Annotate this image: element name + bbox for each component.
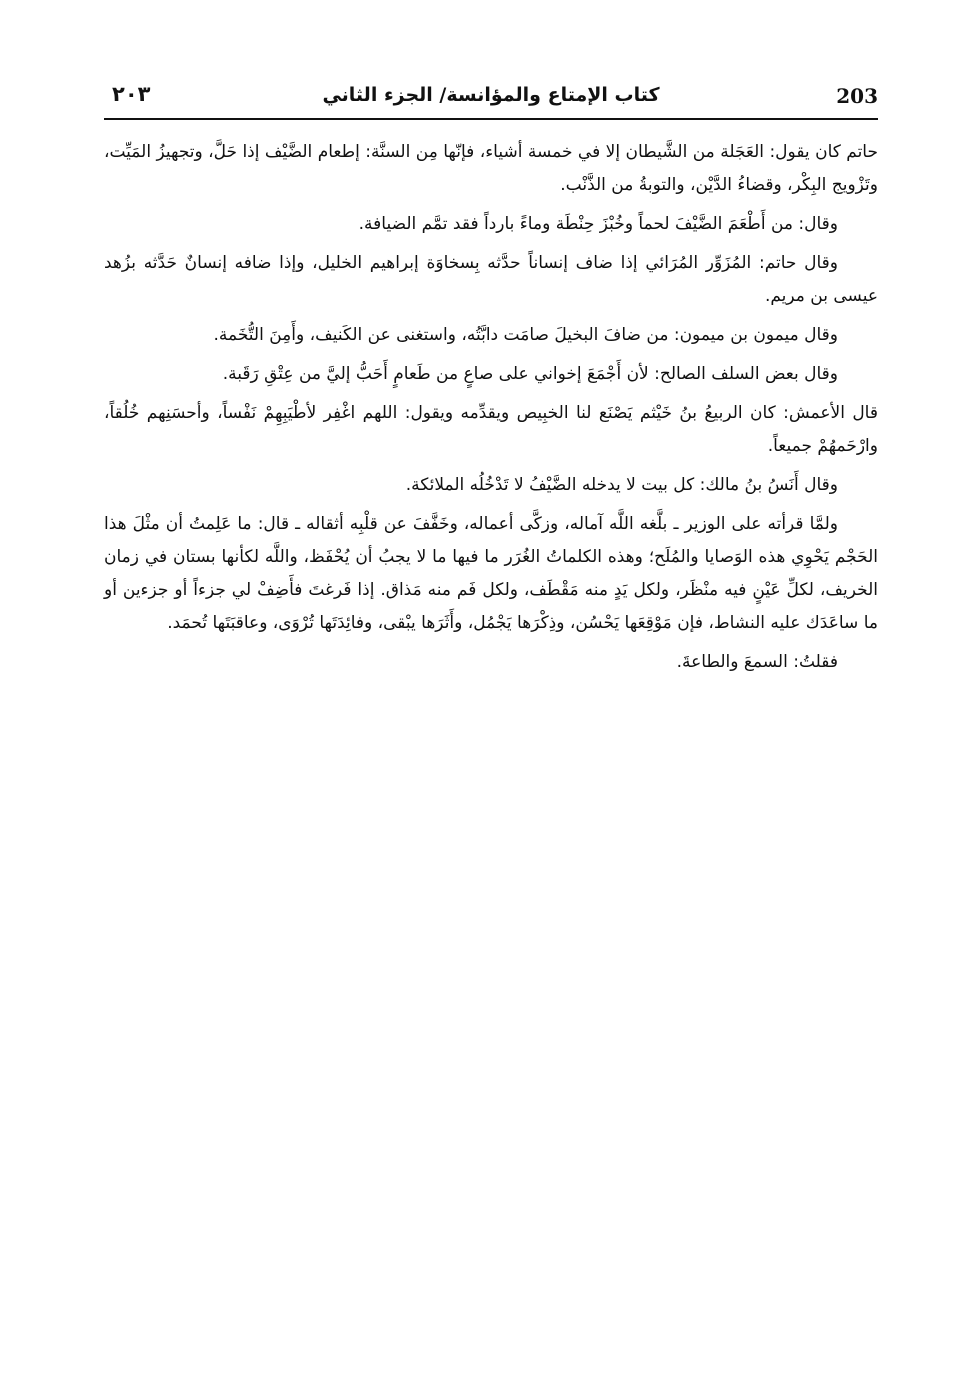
- paragraph-5: وقال بعض السلف الصالح: لأن أَجْمَعَ إخواني على صاعٍ من طَعامٍ أَحَبُّ إليَّ من عِتْقِ رَقَبة.: [222, 364, 838, 384]
- paragraph-6: قال الأعمش: كان الربيعُ بنُ خَيْثم يَصْنَع لنا الخبِيص ويقدِّمه ويقول: اللهم اغْفِر لأطْيَبِهِمْ نَفْساً، وأحسَنِهم خُلُقاً، وارْحَمهُمْ جميعاً.: [104, 403, 878, 456]
- paragraph-4: وقال ميمون بن ميمون: من ضافَ البخيلَ صامَت دابَّتُه، واستغنى عن الكَنيف، وأَمِنَ التُّخَمة.: [213, 325, 838, 345]
- paragraph-9: فقلتُ: السمعَ والطاعةَ.: [676, 652, 838, 672]
- paragraph-3: وقال حاتم: المُزَوِّر المُرَائي إذا ضاف إنساناً حدَّثه بِسخاوَة إبراهيم الخليل، وإذا ضافه إنسانٌ حَدَّثه بزُهد عيسى بن مريم.: [104, 253, 878, 306]
- paragraph-1: حاتم كان يقول: العَجَلة من الشَّيطان إلا في خمسة أشياء، فإنّها مِن السنَّة: إطعام الضَّيْف إذا حَلَّ، وتجهيزُ المَيِّت، وتَزْويج البِكْر، وقضاءُ الدَّيْن، والتوبةُ من الذَّنْب.: [104, 142, 878, 195]
- paragraph-8: ولمَّا قرأته على الوزير ـ بلَّغه اللَّه آماله، وزكَّى أعماله، وخَفَّفَ عن قلْبِه أثقاله ـ قال: ما عَلِمتُ أن مثْلَ هذا الحَجْم يَحْوِي هذه الوَصايا والمُلَح؛ وهذه الكلماتُ الغُرَر ما فيها ما لا يجبُ أن يُحْفَظ، واللَّه لكأنها بستان في زمان الخريف، لكلِّ عَيْنٍ فيه منْظَر، ولكل يَدٍ منه مَقْطَف، ولكل فَم منه مَذاق. إذا فَرغتَ فأَضِفْ لي جزءاً أو جزءين أو ما ساعَدَك عليه النشاط، فإن مَوْقِعَها يَحْسُن، وذِكْرَها يَجْمُل، وأَثَرَها يبْقى، وفائِدَتَها تُرْوَى، وعاقبَتَها تُحمَد.: [104, 514, 878, 633]
- header-rule: [104, 118, 878, 120]
- page-header: [104, 82, 878, 118]
- paragraph-7: وقال أَنَسُ بنُ مالك: كل بيت لا يدخله الضَّيْفُ لا تَدْخُلُه الملائكة.: [405, 475, 838, 495]
- page-number-western: 203: [836, 84, 878, 108]
- paragraph-2: وقال: من أَطْعَمَ الضَّيْفَ لحماً وخُبْزَ حِنْطَة وماءً بارداً فقد تمَّم الضيافة.: [358, 214, 838, 234]
- page-number-arabic: ٢٠٣: [112, 82, 151, 106]
- body-text: [104, 136, 878, 679]
- running-title: كتاب الإمتاع والمؤانسة/ الجزء الثاني: [322, 84, 660, 106]
